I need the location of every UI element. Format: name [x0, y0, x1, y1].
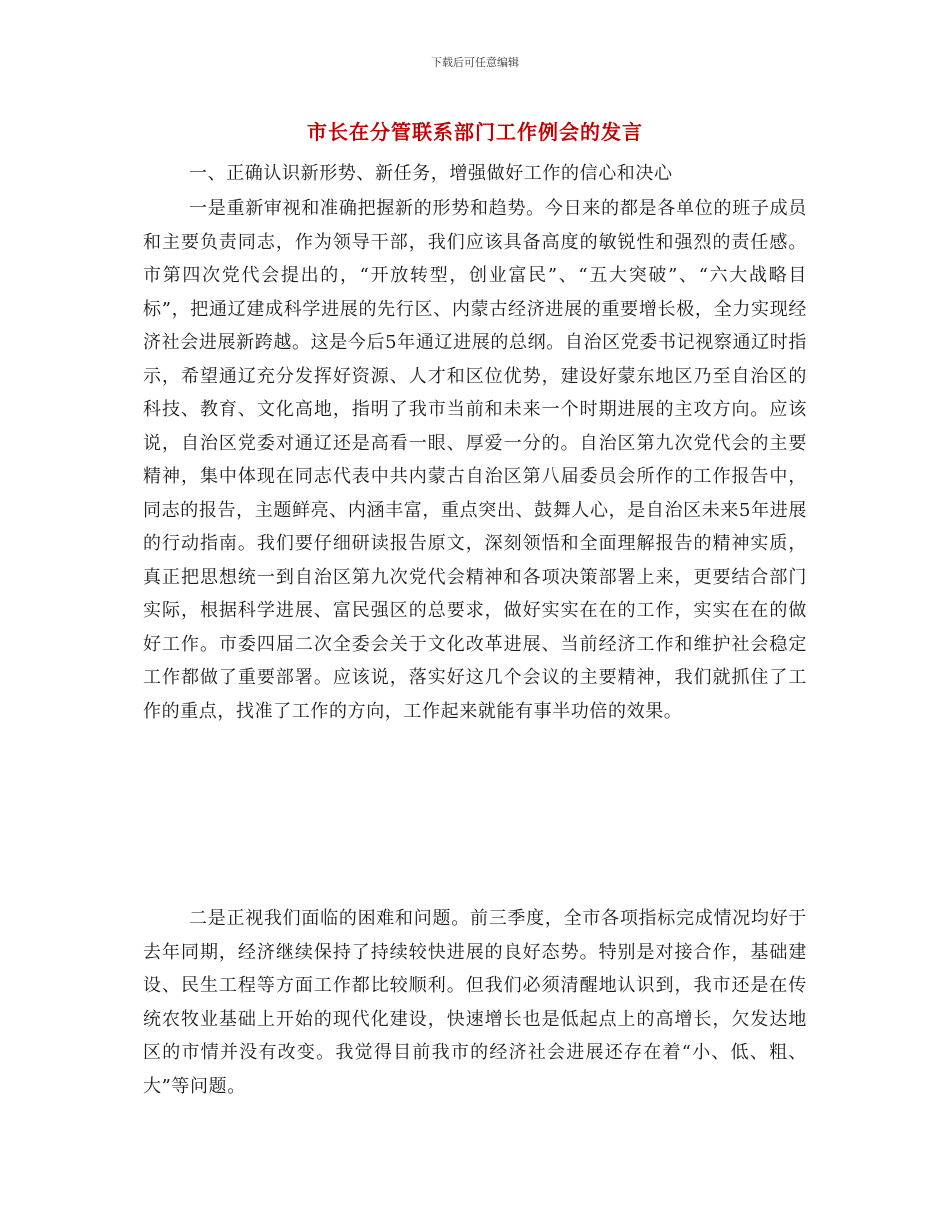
body-paragraph-2: 二是正视我们面临的困难和问题。前三季度，全市各项指标完成情况均好于去年同期，经济继续保持了持续较快进展的良好态势。特别是对接合作，基础建设、民生工程等方面工作都比较顺利。但我们必须清醒地认识到，我市还是在传统农牧业基础上开始的现代化建设，快速增长也是低起点上的高增长，欠发达地区的市情并没有改变。我觉得目前我市的经济社会进展还存在着“小、低、粗、大”等问题。 [143, 908, 807, 1097]
document-title: 市长在分管联系部门工作例会的发言 [307, 120, 643, 144]
section-heading: 一、正确认识新形势、新任务，增强做好工作的信心和决心 [189, 163, 673, 184]
header-note: 下载后可任意编辑 [431, 56, 519, 69]
body-paragraph-1: 一是重新审视和准确把握新的形势和趋势。今日来的都是各单位的班子成员和主要负责同志，作为领导干部，我们应该具备高度的敏锐性和强烈的责任感。市第四次党代会提出的，“开放转型，创业富民”、“五大突破”、“六大战略目标”，把通辽建成科学进展的先行区、内蒙古经济进展的重要增长极，全力实现经济社会进展新跨越。这是今后5年通辽进展的总纲。自治区党委书记视察通辽时指示，希望通辽充分发挥好资源、人才和区位优势，建设好蒙东地区乃至自治区的科技、教育、文化高地，指明了我市当前和未来一个时期进展的主攻方向。应该说，自治区党委对通辽还是高看一眼、厚爱一分的。自治区第九次党代会的主要精神，集中体现在同志代表中共内蒙古自治区第八届委员会所作的工作报告中，同志的报告，主题鲜亮、内涵丰富，重点突出、鼓舞人心，是自治区未来5年进展的行动指南。我们要仔细研读报告原文，深刻领悟和全面理解报告的精神实质，真正把思想统一到自治区第九次党代会精神和各项决策部署上来，更要结合部门实际，根据科学进展、富民强区的总要求，做好实实在在的工作，实实在在的做好工作。市委四届二次全委会关于文化改革进展、当前经济工作和维护社会稳定工作都做了重要部署。应该说，落实好这几个会议的主要精神，我们就抓住了工作的重点，找准了工作的方向，工作起来就能有事半功倍的效果。 [143, 198, 807, 722]
